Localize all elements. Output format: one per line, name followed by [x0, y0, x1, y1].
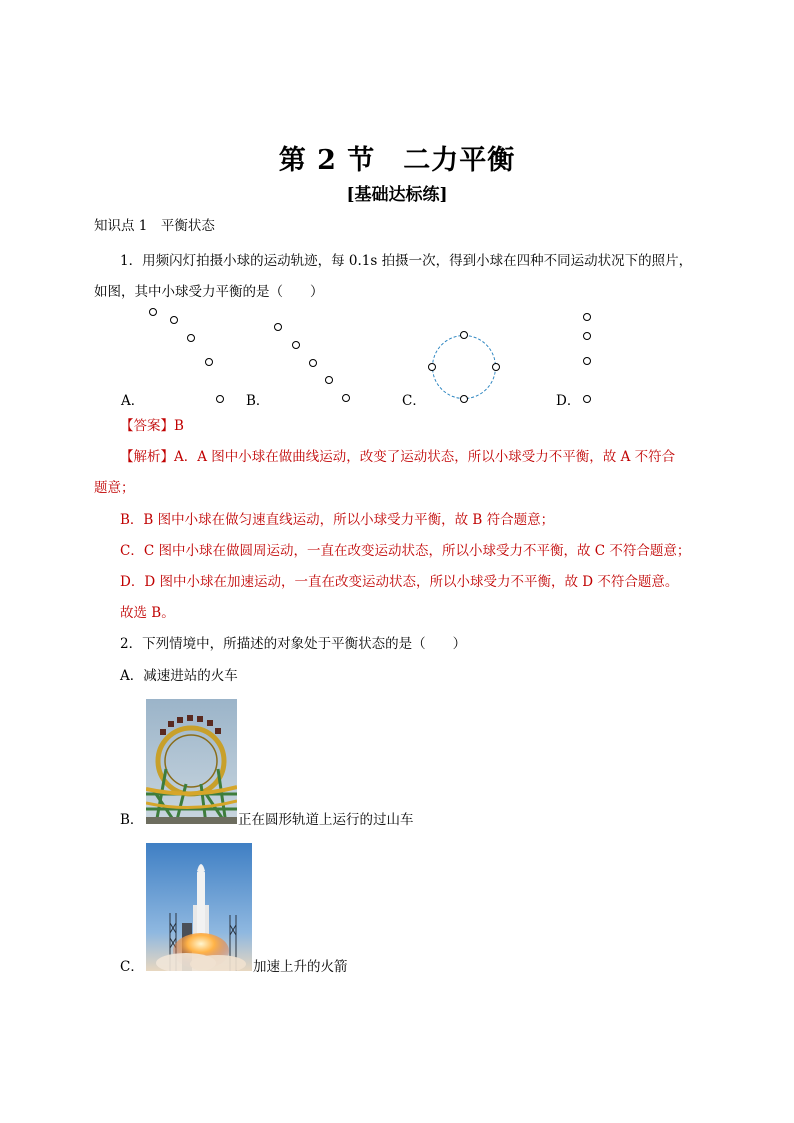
answer-tag: 【答案】 — [120, 418, 174, 434]
q1-stem-line1: 1．用频闪灯拍摄小球的运动轨迹，每 0.1s 拍摄一次，得到小球在四种不同运动状况下的照片， — [120, 253, 693, 269]
q1-option-a-label: A． — [121, 393, 145, 409]
q1-option-c-label: C． — [402, 393, 426, 409]
ball-c-top — [460, 331, 468, 339]
analysis-line-a1 — [120, 447, 675, 467]
ball-b-3 — [309, 359, 317, 367]
ball-b-2 — [292, 341, 300, 349]
ball-d-4 — [583, 395, 591, 403]
ball-d-2 — [583, 332, 591, 340]
page-subtitle: [基础达标练] — [346, 185, 448, 205]
ball-b-4 — [325, 376, 333, 384]
ball-a-1 — [149, 308, 157, 316]
ball-a-5 — [216, 395, 224, 403]
rocket-launch-image — [146, 843, 252, 971]
analysis-line-d: D．D 图中小球在加速运动，一直在改变运动状态，所以小球受力不平衡，故 D 不符合题意。 — [120, 574, 679, 590]
answer-value: B — [174, 418, 184, 434]
q2-option-c-text: 加速上升的火箭 — [253, 959, 348, 975]
q2-option-b-text: 正在圆形轨道上运行的过山车 — [238, 812, 414, 828]
ball-a-2 — [170, 316, 178, 324]
ball-d-3 — [583, 357, 591, 365]
ball-d-1 — [583, 313, 591, 321]
q2-option-a: A．减速进站的火车 — [120, 668, 238, 684]
circular-path — [432, 335, 496, 399]
q1-option-d-label: D． — [556, 393, 581, 409]
roller-coaster-image — [146, 699, 237, 824]
ball-a-4 — [205, 358, 213, 366]
q1-option-b-label: B． — [246, 393, 270, 409]
ball-c-right — [492, 363, 500, 371]
ball-c-left — [428, 363, 436, 371]
q1-stem-line2: 如图，其中小球受力平衡的是（ ） — [94, 284, 324, 300]
answer-line — [120, 416, 184, 436]
page-title: 第 2 节 二力平衡 — [278, 145, 516, 176]
analysis-line-c: C．C 图中小球在做圆周运动，一直在改变运动状态，所以小球受力不平衡，故 C 不符合题意； — [120, 543, 691, 559]
q2-option-b-prefix: B． — [120, 812, 144, 828]
analysis-conclusion: 故选 B。 — [120, 605, 175, 621]
analysis-tag: 【解析】 — [120, 449, 174, 465]
q2-option-c-prefix: C． — [120, 959, 144, 975]
analysis-a-text: A．A 图中小球在做曲线运动，改变了运动状态，所以小球受力不平衡，故 A 不符合 — [174, 449, 676, 465]
ball-b-1 — [274, 323, 282, 331]
ball-b-5 — [342, 394, 350, 402]
ball-a-3 — [187, 334, 195, 342]
analysis-line-b: B．B 图中小球在做匀速直线运动，所以小球受力平衡，故 B 符合题意； — [120, 512, 555, 528]
knowledge-point-heading: 知识点 1 平衡状态 — [94, 218, 215, 234]
q2-stem: 2．下列情境中，所描述的对象处于平衡状态的是（ ） — [120, 636, 467, 652]
ball-c-bottom — [460, 395, 468, 403]
analysis-line-a2: 题意； — [94, 480, 135, 496]
